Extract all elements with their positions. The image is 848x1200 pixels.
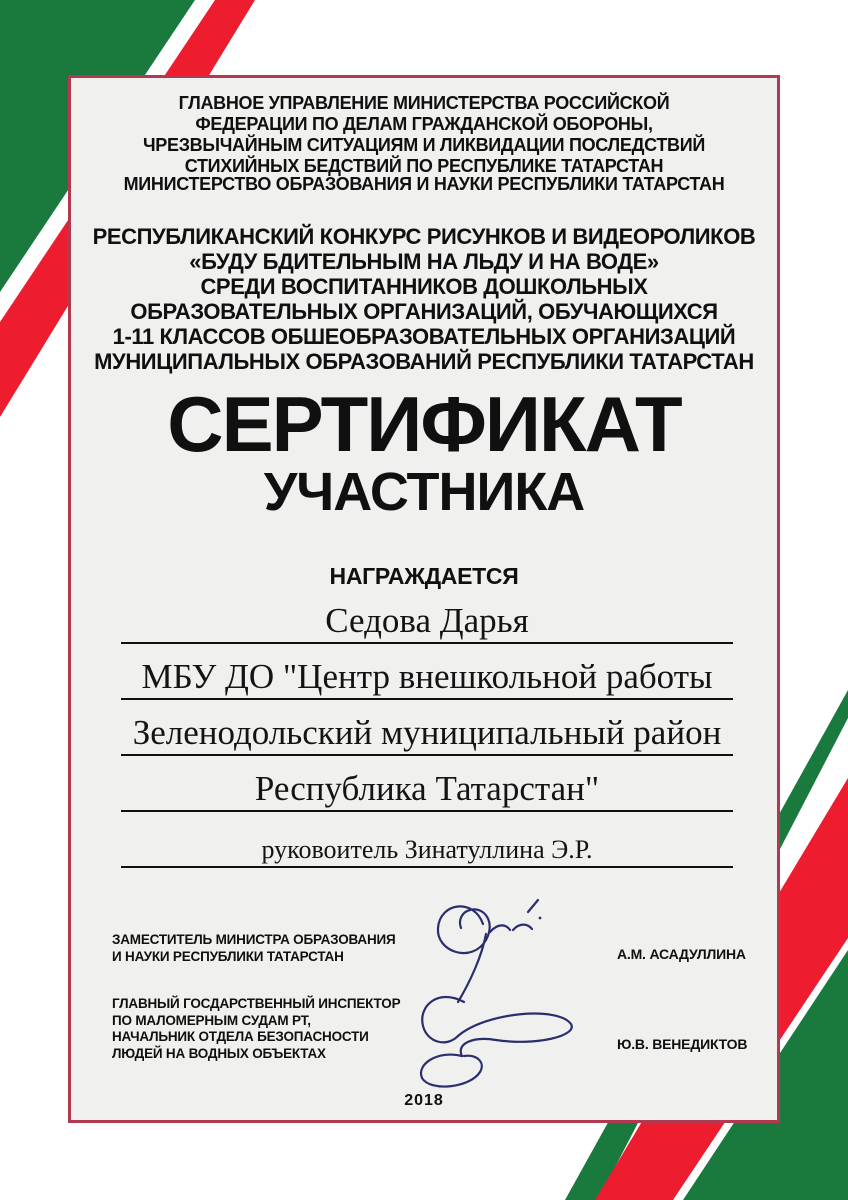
contest-line: ОБРАЗОВАТЕЛЬНЫХ ОРГАНИЗАЦИЙ, ОБУЧАЮЩИХСЯ bbox=[130, 299, 718, 324]
authority-line: ЧРЕЗВЫЧАЙНЫМ СИТУАЦИЯМ И ЛИКВИДАЦИИ ПОСЛЕДСТВИЙ bbox=[142, 135, 706, 155]
signatory-title-line: ЛЮДЕЙ НА ВОДНЫХ ОБЪЕКТАХ bbox=[112, 1045, 326, 1061]
authority-line: ФЕДЕРАЦИИ ПО ДЕЛАМ ГРАЖДАНСКОЙ ОБОРОНЫ, bbox=[195, 114, 653, 134]
ministry-line: МИНИСТЕРСТВО ОБРАЗОВАНИЯ И НАУКИ РЕСПУБЛИКИ ТАТАРСТАН bbox=[123, 174, 725, 194]
certificate-subtitle: УЧАСТНИКА bbox=[263, 462, 585, 522]
contest-line: СРЕДИ ВОСПИТАННИКОВ ДОШКОЛЬНЫХ bbox=[200, 274, 648, 299]
issuing-authority bbox=[71, 93, 777, 177]
signatory-title-line: И НАУКИ РЕСПУБЛИКИ ТАТАРСТАН bbox=[112, 949, 344, 964]
certificate-title: СЕРТИФИКАТ bbox=[167, 380, 681, 468]
signature-venediktov-icon bbox=[408, 980, 598, 1095]
signatory-title-line: НАЧАЛЬНИК ОТДЕЛА БЕЗОПАСНОСТИ bbox=[112, 1029, 369, 1044]
signatory-2-name: Ю.В. ВЕНЕДИКТОВ bbox=[617, 1036, 748, 1052]
signatory-title-line: ГЛАВНЫЙ ГОСДАРСТВЕННЫЙ ИНСПЕКТОР bbox=[112, 996, 401, 1011]
recipient-fields bbox=[121, 590, 733, 868]
contest-line: МУНИЦИПАЛЬНЫХ ОБРАЗОВАНИЙ РЕСПУБЛИКИ ТАТАРСТАН bbox=[94, 349, 754, 374]
supervisor-field: руковоитель Зинатуллина Э.Р. bbox=[121, 812, 733, 868]
contest-line: «БУДУ БДИТЕЛЬНЫМ НА ЛЬДУ И НА ВОДЕ» bbox=[189, 249, 659, 274]
authority-line: ГЛАВНОЕ УПРАВЛЕНИЕ МИНИСТЕРСТВА РОССИЙСКОЙ bbox=[178, 93, 670, 113]
signatory-1-title bbox=[112, 931, 396, 965]
certificate-panel bbox=[68, 75, 780, 1123]
signatory-2-title bbox=[112, 996, 400, 1062]
organization-field-line1: МБУ ДО "Центр внешкольной работы bbox=[121, 644, 733, 700]
contest-line: РЕСПУБЛИКАНСКИЙ КОНКУРС РИСУНКОВ И ВИДЕОРОЛИКОВ bbox=[92, 224, 756, 249]
contest-title bbox=[71, 224, 777, 374]
authority-line: СТИХИЙНЫХ БЕДСТВИЙ ПО РЕСПУБЛИКЕ ТАТАРСТАН bbox=[184, 156, 664, 176]
signatory-1-name: А.М. АСАДУЛЛИНА bbox=[617, 946, 746, 962]
year-label: 2018 bbox=[404, 1092, 444, 1109]
recipient-name-field: Седова Дарья bbox=[121, 590, 733, 644]
signatory-title-line: ПО МАЛОМЕРНЫМ СУДАМ РТ, bbox=[112, 1012, 311, 1028]
contest-line: 1-11 КЛАССОВ ОБШЕОБРАЗОВАТЕЛЬНЫХ ОРГАНИЗАЦИЙ bbox=[112, 324, 736, 349]
organization-field-line2: Зеленодольский муниципальный район bbox=[121, 700, 733, 756]
organization-field-line3: Республика Татарстан" bbox=[121, 756, 733, 812]
awarded-label: НАГРАЖДАЕТСЯ bbox=[329, 563, 519, 589]
signatory-title-line: ЗАМЕСТИТЕЛЬ МИНИСТРА ОБРАЗОВАНИЯ bbox=[112, 932, 396, 947]
